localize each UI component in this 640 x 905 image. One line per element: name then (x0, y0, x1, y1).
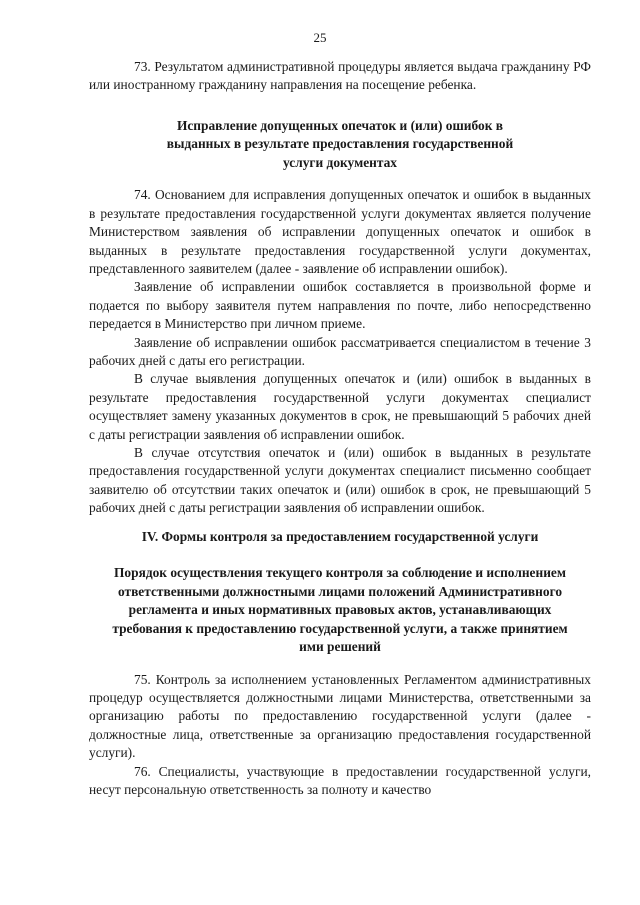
paragraph-75: 75. Контроль за исполнением установленных Регламентом административных процедур осуществляется должностными лицами Министерства, ответственными за организацию работы по предоставлению государственной услуги (далее - должностные лица, ответственные за организацию предоставления государственной услуги). (89, 671, 591, 761)
paragraph-76: 76. Специалисты, участвующие в предоставлении государственной услуги, несут персональную ответственность за полноту и качество (89, 763, 591, 798)
section-heading-iv: IV. Формы контроля за предоставлением государственной услуги (141, 528, 539, 544)
paragraph-74: 74. Основанием для исправления допущенных опечаток и ошибок в выданных в результате предоставления государственной услуги документах является получение Министерством заявления об исправлении допущенных опечаток и ошибок в выданных в результате предоставления государственной услуги документах, представленного заявителем (далее - заявление об исправлении ошибок). (89, 187, 591, 276)
paragraph-73: 73. Результатом административной процедуры является выдача гражданину РФ или иностранному гражданину направления на посещение ребенка. (89, 59, 591, 93)
paragraph-74-review: Заявление об исправлении ошибок рассматривается специалистом в течение 3 рабочих дней с даты его регистрации. (89, 334, 591, 368)
paragraph-74-form: Заявление об исправлении ошибок составляется в произвольной форме и подается по выбору заявителя путем направления по почте, либо непосредственно передается в Министерство при личном приеме. (89, 279, 591, 332)
paragraph-74-absence: В случае отсутствия опечаток и (или) ошибок в выданных в результате предоставления государственной услуги документах специалист письменно сообщает заявителю об отсутствии таких опечаток и (или) ошибок в срок, не превышающий 5 рабочих дней с даты регистрации заявления об исправлении ошибок. (89, 445, 591, 516)
document-body (89, 58, 591, 799)
section-heading-corrections: Исправление допущенных опечаток и (или) ошибок в выданных в результате предоставления государственной услуги документах (166, 117, 514, 170)
paragraph-74-replace: В случае выявления допущенных опечаток и (или) ошибок в выданных в результате предоставления государственной услуги документах специалист осуществляет замену указанных документов в срок, не превышающий 5 рабочих дней с даты регистрации заявления об исправлении ошибок. (89, 371, 591, 442)
section-heading-current-control: Порядок осуществления текущего контроля за соблюдение и исполнением ответственными должностными лицами положений Административного регламента и иных нормативных правовых актов, устанавливающих требования к предоставлению государственной услуги, а также принятием ими решений (112, 565, 568, 655)
page-number: 25 (313, 30, 327, 45)
